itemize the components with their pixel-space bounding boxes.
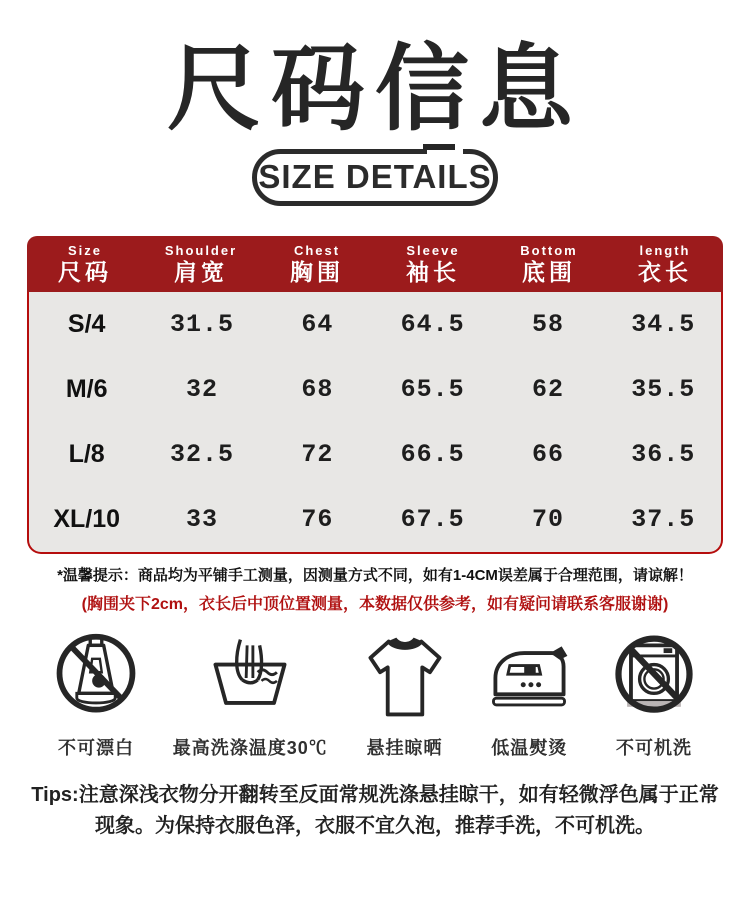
- cell-sleeve: 66.5: [400, 439, 465, 469]
- col-head-length: [607, 236, 723, 292]
- cell-chest: 76: [301, 504, 334, 534]
- row-size-label: M/6: [65, 374, 108, 403]
- care-item-low-temp-iron: [481, 630, 577, 760]
- cell-bottom: 66: [531, 439, 564, 469]
- care-label: 不可漂白: [58, 737, 134, 758]
- row-size-label: S/4: [67, 309, 106, 338]
- low-temp-iron-icon: [481, 630, 577, 726]
- col-head-cn: 肩宽: [174, 259, 228, 286]
- care-item-max-wash-temp: [173, 630, 328, 760]
- cell-bottom: 62: [531, 374, 564, 404]
- col-head-cn: 底围: [522, 259, 576, 286]
- cell-chest: 64: [301, 309, 334, 339]
- cell-sleeve: 67.5: [400, 504, 465, 534]
- table-row: [29, 422, 721, 487]
- size-table-body: [27, 292, 723, 554]
- cell-sleeve: 65.5: [400, 374, 465, 404]
- care-label: 低温熨烫: [491, 737, 568, 758]
- col-head-en: Sleeve: [406, 242, 460, 258]
- cell-length: 37.5: [631, 504, 696, 534]
- hang-dry-icon: [357, 630, 453, 726]
- badge-accent-dash: [423, 144, 455, 150]
- table-row: [29, 292, 721, 357]
- col-head-en: Shoulder: [164, 242, 238, 258]
- care-label: 不可机洗: [615, 737, 692, 758]
- size-table-header: [27, 236, 723, 292]
- washing-tips: [0, 780, 750, 842]
- no-machine-wash-icon: [606, 630, 702, 726]
- washing-tips-line2: 现象。为保持衣服色泽，衣服不宜久泡，推荐手洗，不可机洗。: [95, 814, 655, 837]
- max-wash-temp-icon: [202, 630, 298, 726]
- col-head-cn: 衣长: [638, 259, 692, 286]
- warm-tip-red-line: (胸围夹下2cm，衣长后中顶位置测量，本数据仅供参考，如有疑问请联系客服谢谢): [81, 595, 669, 613]
- col-head-en: Bottom: [520, 242, 578, 258]
- care-item-hang-dry: [357, 630, 453, 760]
- table-row: [29, 357, 721, 422]
- col-head-en: Size: [67, 242, 102, 258]
- col-head-bottom: [491, 236, 607, 292]
- care-label: 最高洗涤温度30℃: [172, 737, 328, 758]
- cell-bottom: 70: [531, 504, 564, 534]
- washing-tips-line1: Tips:注意深浅衣物分开翻转至反面常规洗涤悬挂晾干，如有轻微浮色属于正常: [31, 783, 719, 806]
- care-item-no-bleach: [48, 630, 144, 760]
- row-size-label: XL/10: [53, 504, 121, 533]
- measurement-notes: [0, 564, 750, 614]
- table-row: [29, 487, 721, 552]
- row-size-label: L/8: [68, 439, 105, 468]
- col-head-cn: 尺码: [58, 259, 112, 286]
- cell-shoulder: 32: [185, 374, 218, 404]
- cell-sleeve: 64.5: [400, 309, 465, 339]
- cell-length: 35.5: [631, 374, 696, 404]
- col-head-size: [27, 236, 143, 292]
- warm-tip-line: *温馨提示：商品均为平铺手工测量，因测量方式不同，如有1-4CM误差属于合理范围，请谅解！: [57, 566, 693, 584]
- cell-shoulder: 31.5: [169, 309, 234, 339]
- no-bleach-icon: [48, 630, 144, 726]
- cell-shoulder: 32.5: [169, 439, 234, 469]
- page-title: 尺码信息: [166, 36, 583, 141]
- care-label: 悬挂晾晒: [366, 737, 443, 758]
- cell-chest: 68: [301, 374, 334, 404]
- col-head-shoulder: [143, 236, 259, 292]
- cell-shoulder: 33: [185, 504, 218, 534]
- cell-length: 36.5: [631, 439, 696, 469]
- col-head-sleeve: [375, 236, 491, 292]
- badge-border-gap: [427, 149, 463, 156]
- cell-chest: 72: [301, 439, 334, 469]
- cell-length: 34.5: [631, 309, 696, 339]
- subtitle-badge-label: SIZE DETAILS: [258, 158, 492, 196]
- size-table: [27, 236, 723, 554]
- cell-bottom: 58: [531, 309, 564, 339]
- subtitle-badge: [252, 149, 498, 206]
- col-head-cn: 胸围: [290, 259, 344, 286]
- col-head-en: Chest: [293, 242, 341, 258]
- col-head-cn: 袖长: [406, 259, 460, 286]
- col-head-chest: [259, 236, 375, 292]
- care-item-no-machine-wash: [606, 630, 702, 760]
- col-head-en: length: [639, 242, 691, 258]
- subtitle-badge-wrap: [0, 149, 750, 206]
- care-instructions-row: [48, 630, 702, 760]
